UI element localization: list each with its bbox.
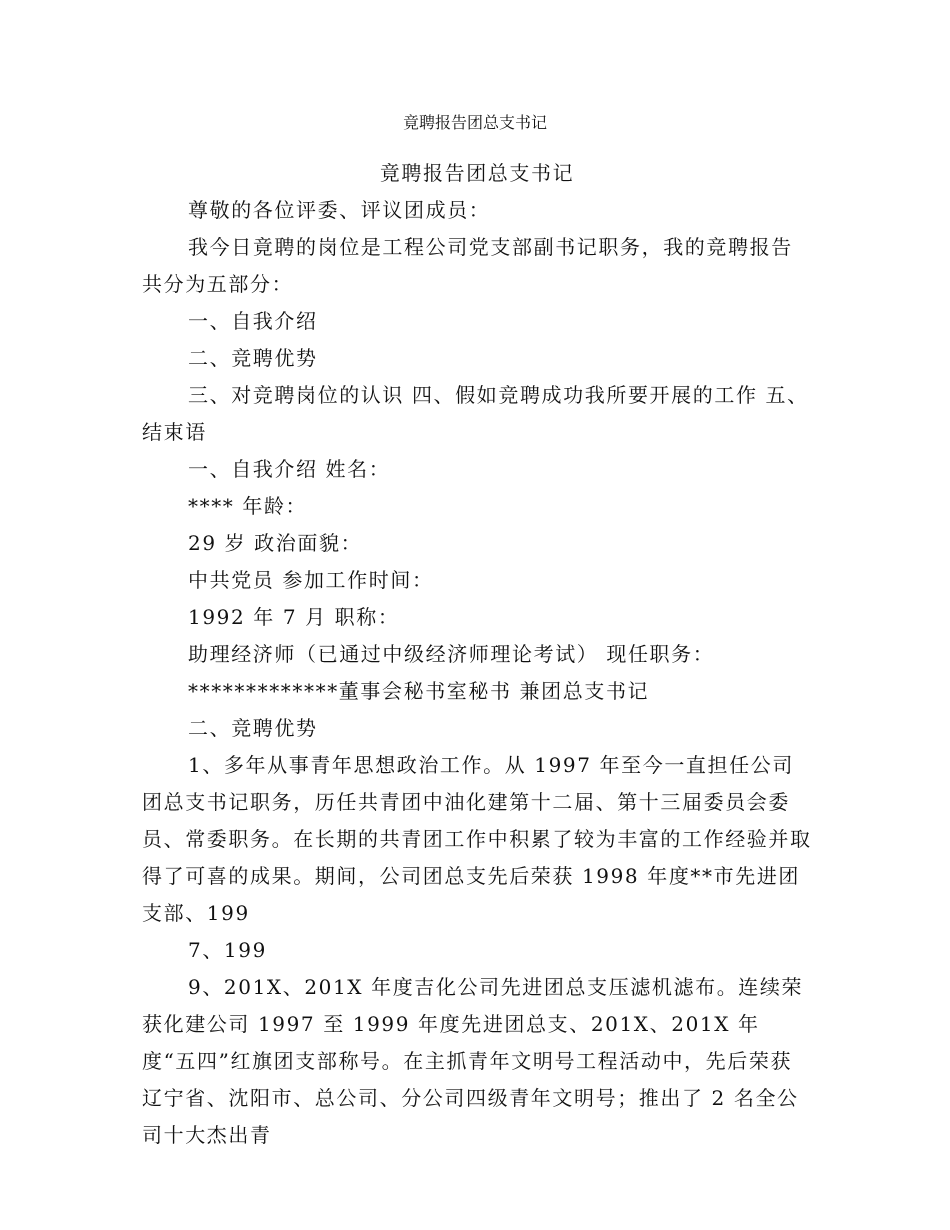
running-header: 竟聘报告团总支书记: [402, 113, 547, 132]
field-age: **** 年龄：: [188, 494, 308, 518]
paragraph-fragment-9: 9、201X、201X 年度吉化公司先进团总支压滤机滤布。连续荣获化建公司 1997 至 1999 年度先进团总支、201X、201X 年度“五四”红旗团支部称号。在主抓青年文明号工程活动中，先后荣获辽宁省、沈阳市、总公司、分公司四级青年文明号；推出了 2 名全公司十大杰出青: [142, 975, 804, 1147]
field-position-value: *************董事会秘书室秘书 兼团总支书记: [188, 679, 650, 703]
paragraph-fragment-7: 7、199: [188, 938, 267, 962]
salutation: 尊敬的各位评委、评议团成员：: [188, 198, 491, 222]
section-self-intro-name: 一、自我介绍 姓名：: [188, 457, 391, 481]
field-title: 1992 年 7 月 职称：: [188, 605, 400, 629]
field-current-position: 助理经济师（已通过中级经济师理论考试） 现任职务：: [188, 642, 715, 666]
outline-item-1: 一、自我介绍: [188, 309, 318, 333]
outline-item-2: 二、竞聘优势: [188, 346, 318, 370]
document-title: 竟聘报告团总支书记: [379, 161, 575, 185]
outline-item-3-5: 三、对竞聘岗位的认识 四、假如竞聘成功我所要开展的工作 五、结束语: [142, 383, 809, 444]
field-work-start: 中共党员 参加工作时间：: [188, 568, 434, 592]
field-political: 29 岁 政治面貌：: [188, 531, 363, 555]
paragraph-intro: 我今日竟聘的岗位是工程公司党支部副书记职务，我的竞聘报告共分为五部分：: [142, 235, 793, 296]
section-advantages-heading: 二、竞聘优势: [188, 716, 318, 740]
document-body: [142, 155, 812, 1154]
paragraph-advantage-1: 1、多年从事青年思想政治工作。从 1997 年至今一直担任公司团总支书记职务，历任共青团中油化建第十二届、第十三届委员会委员、常委职务。在长期的共青团工作中积累了较为丰富的工作经验并取得了可喜的成果。期间，公司团总支先后荣获 1998 年度**市先进团支部、199: [142, 753, 812, 925]
